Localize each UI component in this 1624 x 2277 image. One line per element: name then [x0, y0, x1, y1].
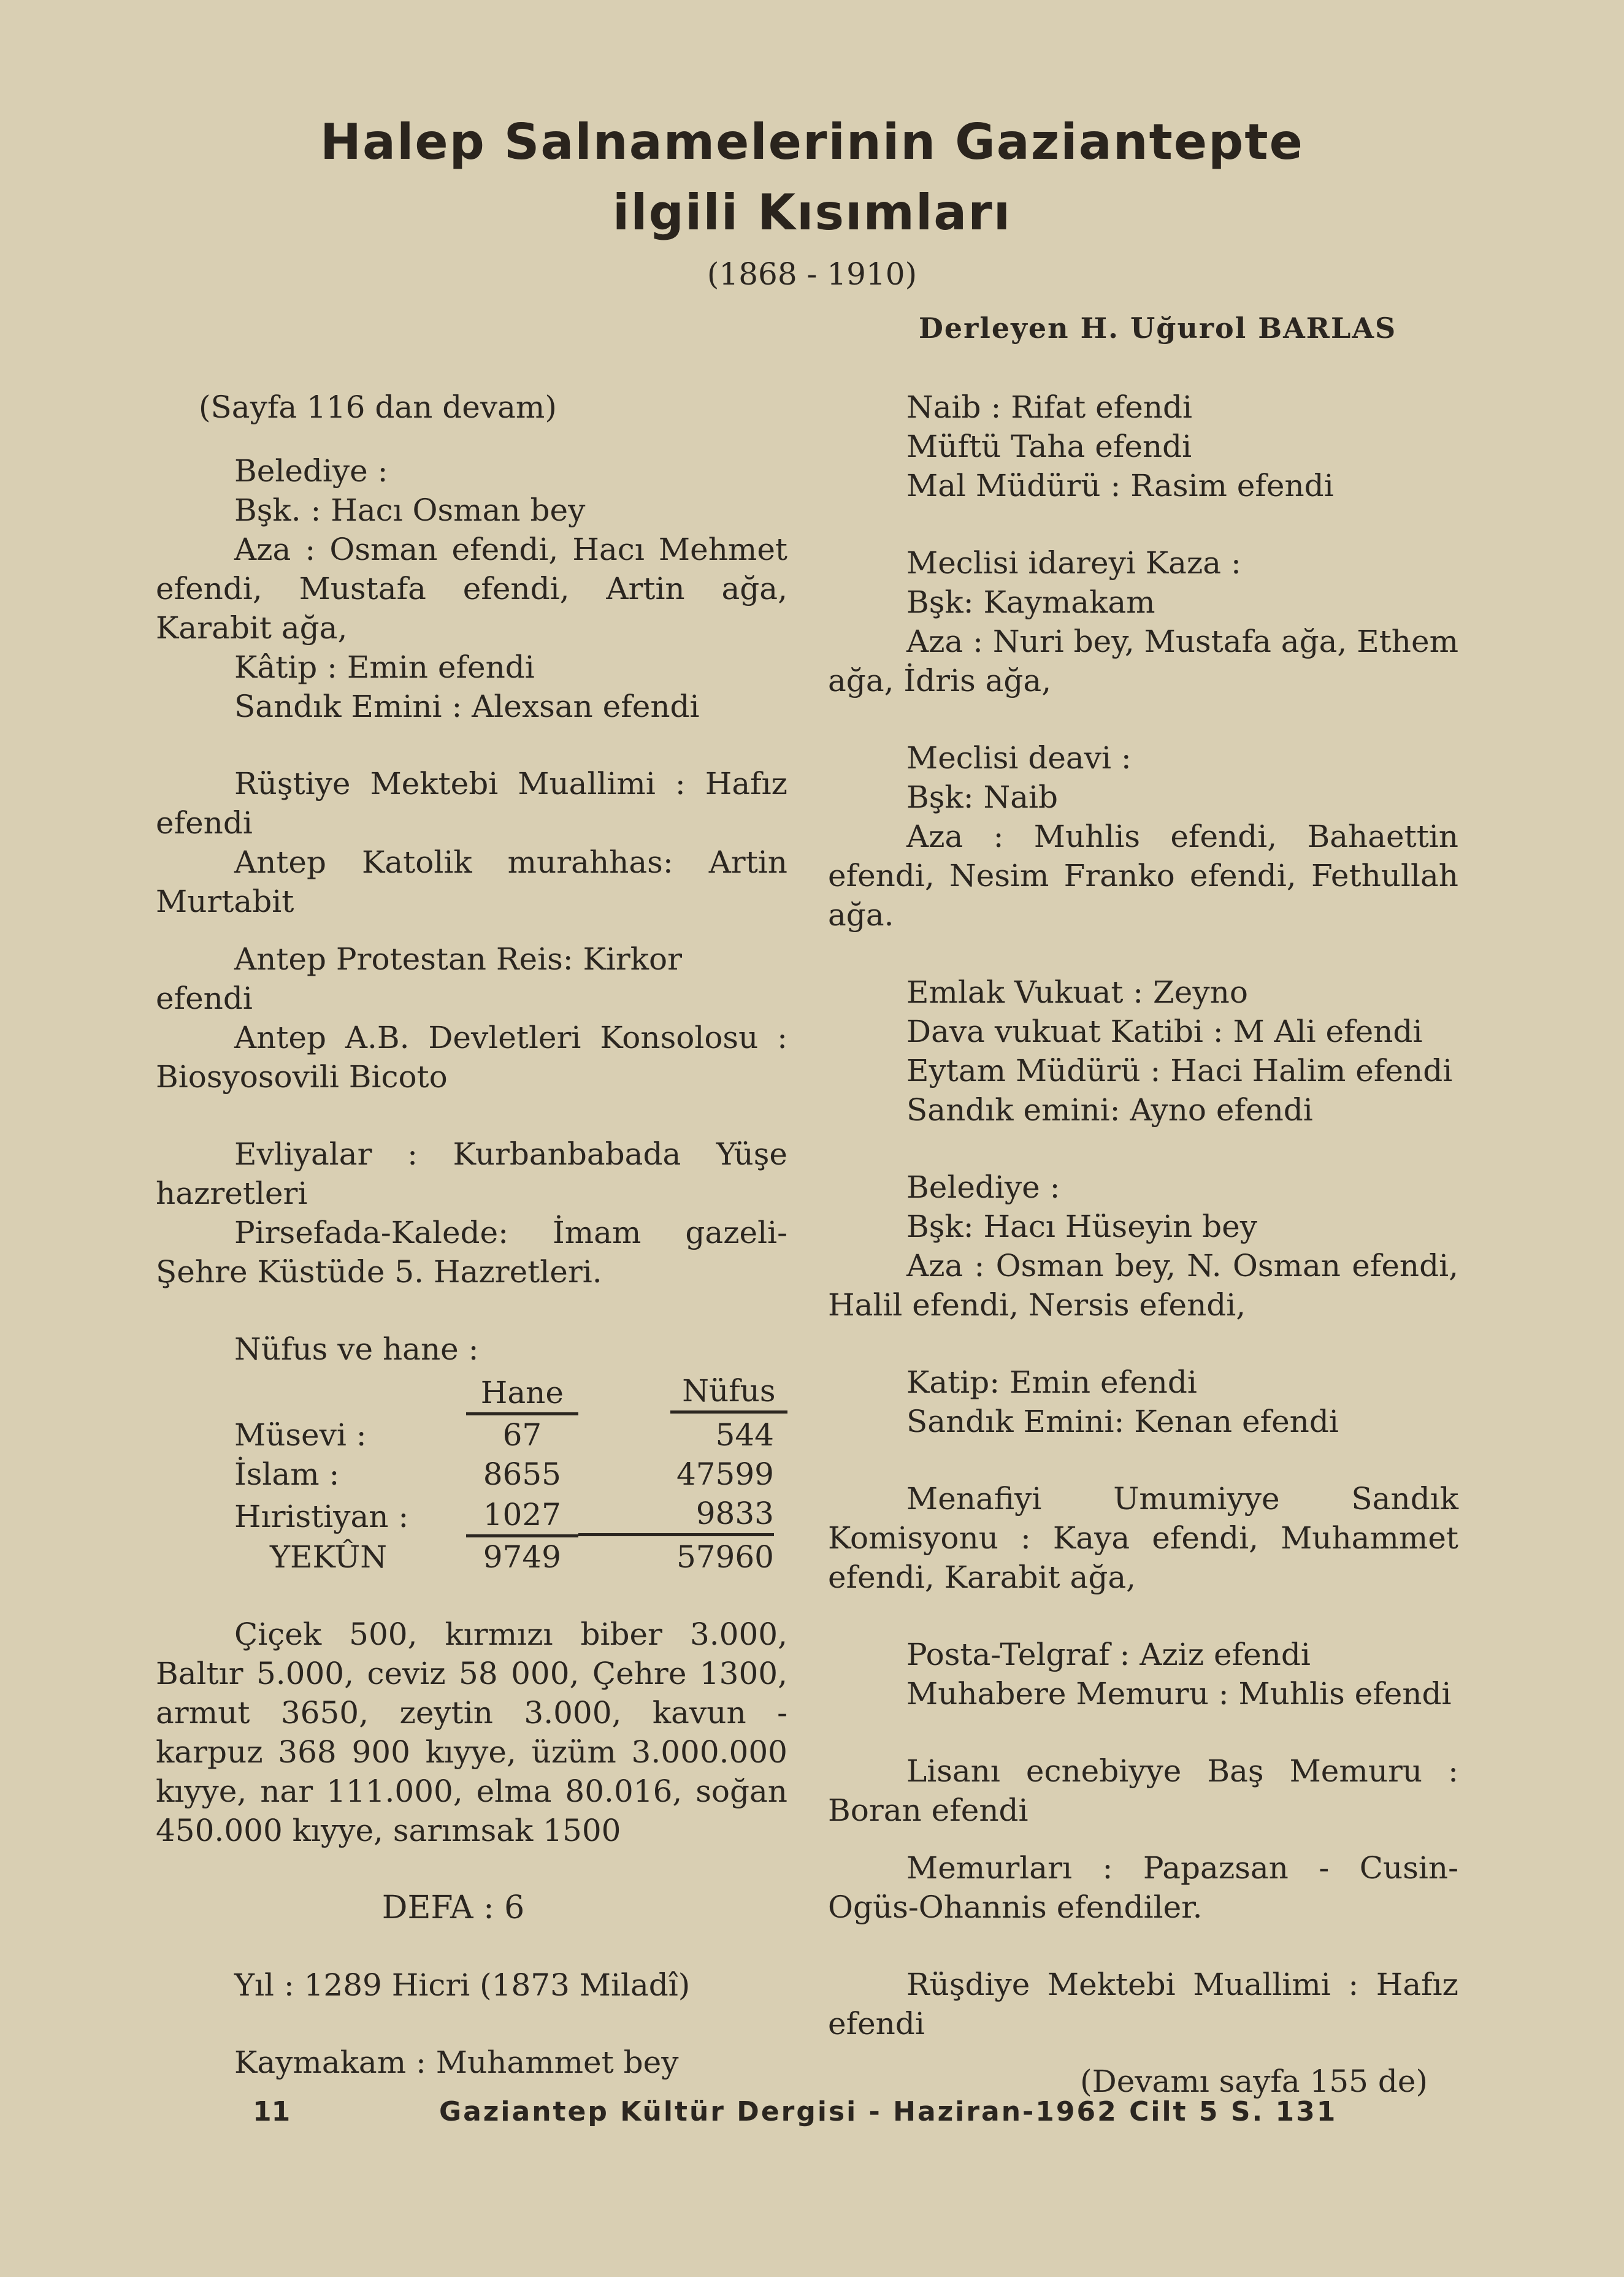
catholic-delegate: Antep Katolik murahhas: Artin Murtabit	[156, 844, 787, 919]
belediye-clerk: Katip: Emin efendi	[906, 1364, 1197, 1400]
table-row	[156, 1494, 787, 1536]
public-fund-commission: Menafiyi Umumiyye Sandık Komisyonu : Kaya efendi, Muhammet efendi, Karabit ağa,	[828, 1481, 1458, 1595]
date-range: (1868 - 1910)	[707, 256, 917, 292]
defa-heading: DEFA : 6	[381, 1889, 525, 1926]
officers-line: Memurları : Papazsan - Cusin-Ogüs-Ohannis efendiler.	[828, 1850, 1458, 1925]
population-heading: Nüfus ve hane :	[234, 1331, 479, 1367]
belediye-members: Aza : Osman bey, N. Osman efendi, Halil efendi, Nersis efendi,	[828, 1248, 1458, 1323]
pirsefada-entry: Pirsefada-Kalede: İmam gazeli-Şehre Küstüde 5. Hazretleri.	[156, 1215, 787, 1290]
dava-clerk: Dava vukuat Katibi : M Ali efendi	[906, 1014, 1423, 1049]
belediye-president: Bşk. : Hacı Osman bey	[234, 492, 586, 528]
idare-members: Aza : Nuri bey, Mustafa ağa, Ethem ağa, İdris ağa,	[828, 624, 1458, 698]
total-nufus: 57960	[676, 1539, 774, 1575]
left-column	[156, 388, 787, 2082]
foreign-language-officer: Lisanı ecnebiyye Baş Memuru : Boran efendi	[828, 1753, 1458, 1828]
total-row	[156, 1536, 787, 1577]
deavi-president: Bşk: Naib	[906, 779, 1058, 815]
continued-note: (Devamı sayfa 155 de)	[1080, 2064, 1428, 2099]
post-telegraph: Posta-Telgraf : Aziz efendi	[906, 1637, 1311, 1672]
hane-value: 1027	[466, 1494, 578, 1536]
rusdiye-teacher: Rüşdiye Mektebi Muallimi : Hafız efendi	[828, 1967, 1458, 2042]
population-table	[156, 1371, 787, 1577]
right-column	[828, 388, 1458, 2101]
naib-line: Naib : Rifat efendi	[906, 389, 1193, 425]
title-line-2: ilgili Kısımları	[612, 184, 1012, 241]
page-number: 11	[253, 2096, 291, 2127]
eytam-director: Eytam Müdürü : Haci Halim efendi	[906, 1053, 1453, 1089]
table-row	[156, 1455, 787, 1494]
row-label: Hıristiyan :	[234, 1498, 409, 1534]
us-consul: Antep A.B. Devletleri Konsolosu : Biosyosovili Bicoto	[156, 1020, 787, 1095]
title-line-1: Halep Salnamelerinin Gaziantepte	[320, 113, 1304, 170]
correspondence-officer: Muhabere Memuru : Muhlis efendi	[906, 1676, 1452, 1712]
row-label: Müsevi :	[234, 1417, 367, 1453]
total-hane: 9749	[483, 1539, 561, 1575]
hane-value: 67	[502, 1417, 542, 1453]
crop-production: Çiçek 500, kırmızı biber 3.000, Baltır 5.000, ceviz 58 000, Çehre 1300, armut 3650, zeytin 3.000, kavun - karpuz 368 900 kıyye, üzüm 3.000.000 kıyye, nar 111.000, elma 80.016, soğan 450.000 kıyye, sarımsak 1500	[156, 1617, 787, 1848]
nufus-value: 544	[715, 1417, 774, 1453]
finance-director: Mal Müdürü : Rasim efendi	[906, 468, 1334, 503]
belediye-president: Bşk: Hacı Hüseyin bey	[906, 1209, 1257, 1244]
total-label: YEKÛN	[270, 1539, 387, 1575]
mufti-line: Müftü Taha efendi	[906, 429, 1192, 464]
emlak-line: Emlak Vukuat : Zeyno	[906, 974, 1248, 1010]
idare-president: Bşk: Kaymakam	[906, 584, 1155, 620]
kaymakam-line: Kaymakam : Muhammet bey	[234, 2045, 679, 2080]
nufus-value: 47599	[676, 1456, 774, 1492]
deavi-members: Aza : Muhlis efendi, Bahaettin efendi, Nesim Franko efendi, Fethullah ağa.	[828, 819, 1458, 933]
column-header-hane: Hane	[466, 1371, 578, 1414]
idare-heading: Meclisi idareyi Kaza :	[906, 545, 1241, 581]
rustiye-teacher: Rüştiye Mektebi Muallimi : Hafız efendi	[156, 766, 787, 841]
hane-value: 8655	[483, 1456, 561, 1492]
column-header-nufus: Nüfus	[670, 1371, 787, 1414]
belediye-clerk: Kâtip : Emin efendi	[234, 649, 535, 685]
nufus-value: 9833	[578, 1494, 774, 1536]
journal-citation: Gaziantep Kültür Dergisi - Haziran-1962 Cilt 5 S. 131	[439, 2096, 1338, 2127]
protestant-head: Antep Protestan Reis: Kirkor efendi	[156, 941, 683, 1016]
treasurer-line: Sandık emini: Ayno efendi	[906, 1092, 1313, 1128]
deavi-heading: Meclisi deavi :	[906, 740, 1132, 776]
saints-entry: Evliyalar : Kurbanbabada Yüşe hazretleri	[156, 1136, 787, 1211]
belediye-treasurer: Sandık Emini : Alexsan efendi	[234, 689, 700, 724]
belediye-heading: Belediye :	[906, 1169, 1060, 1205]
row-label: İslam :	[234, 1456, 340, 1492]
table-row	[156, 1414, 787, 1455]
belediye-treasurer: Sandık Emini: Kenan efendi	[906, 1404, 1339, 1439]
belediye-members: Aza : Osman efendi, Hacı Mehmet efendi, Mustafa efendi, Artin ağa, Karabit ağa,	[156, 532, 787, 646]
belediye-heading: Belediye :	[234, 453, 388, 489]
year-line: Yıl : 1289 Hicri (1873 Miladî)	[234, 1967, 691, 2003]
compiler-credit: Derleyen H. Uğurol BARLAS	[919, 312, 1397, 345]
continued-from: (Sayfa 116 dan devam)	[199, 389, 557, 425]
